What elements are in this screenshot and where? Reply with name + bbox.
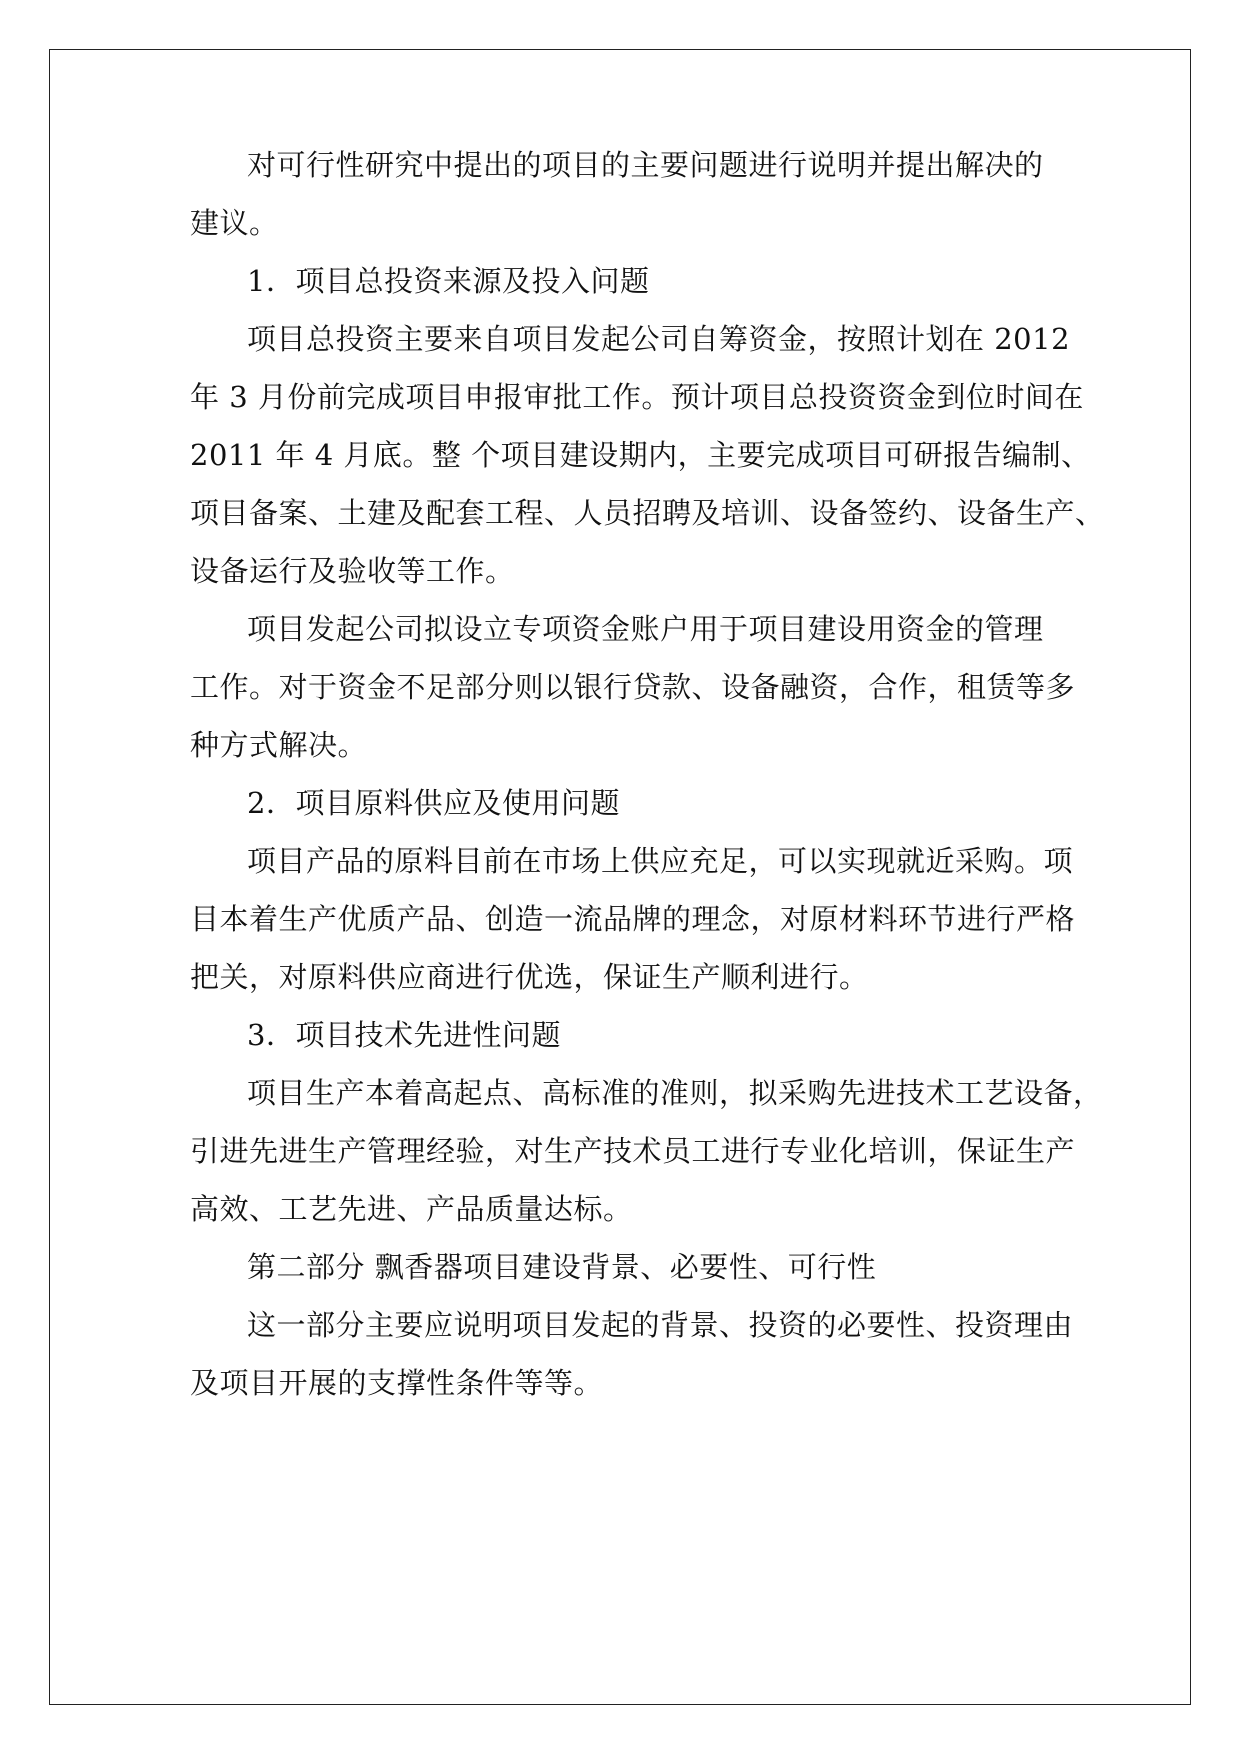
paragraph-line: 工作。对于资金不足部分则以银行贷款、设备融资，合作，租赁等多 [190, 670, 1076, 704]
paragraph-line: 引进先进生产管理经验，对生产技术员工进行专业化培训，保证生产 [190, 1134, 1076, 1168]
paragraph-line: 种方式解决。 [190, 728, 368, 762]
paragraph-line: 项目总投资主要来自项目发起公司自筹资金，按照计划在 2012 [247, 322, 1071, 356]
paragraph-line: 项目生产本着高起点、高标准的准则，拟采购先进技术工艺设备， [247, 1076, 1103, 1110]
section-heading: 1．项目总投资来源及投入问题 [247, 264, 650, 298]
section-heading: 3．项目技术先进性问题 [247, 1018, 561, 1052]
paragraph-line: 把关，对原料供应商进行优选，保证生产顺利进行。 [190, 960, 869, 994]
paragraph-line: 对可行性研究中提出的项目的主要问题进行说明并提出解决的 [247, 148, 1044, 182]
paragraph-line: 高效、工艺先进、产品质量达标。 [190, 1192, 633, 1226]
paragraph-line: 设备运行及验收等工作。 [190, 554, 515, 588]
paragraph-line: 2011 年 4 月底。整 个项目建设期内，主要完成项目可研报告编制、 [190, 438, 1091, 472]
paragraph-line: 项目发起公司拟设立专项资金账户用于项目建设用资金的管理 [247, 612, 1044, 646]
part-heading: 第二部分 飘香器项目建设背景、必要性、可行性 [247, 1250, 877, 1284]
paragraph-line: 建议。 [190, 206, 279, 240]
paragraph-line: 及项目开展的支撑性条件等等。 [190, 1366, 604, 1400]
section-heading: 2．项目原料供应及使用问题 [247, 786, 620, 820]
paragraph-line: 这一部分主要应说明项目发起的背景、投资的必要性、投资理由 [247, 1308, 1074, 1342]
paragraph-line: 年 3 月份前完成项目申报审批工作。预计项目总投资资金到位时间在 [190, 380, 1084, 414]
paragraph-line: 项目产品的原料目前在市场上供应充足，可以实现就近采购。项 [247, 844, 1074, 878]
paragraph-line: 目本着生产优质产品、创造一流品牌的理念，对原材料环节进行严格 [190, 902, 1076, 936]
paragraph-line: 项目备案、土建及配套工程、人员招聘及培训、设备签约、设备生产、 [190, 496, 1105, 530]
